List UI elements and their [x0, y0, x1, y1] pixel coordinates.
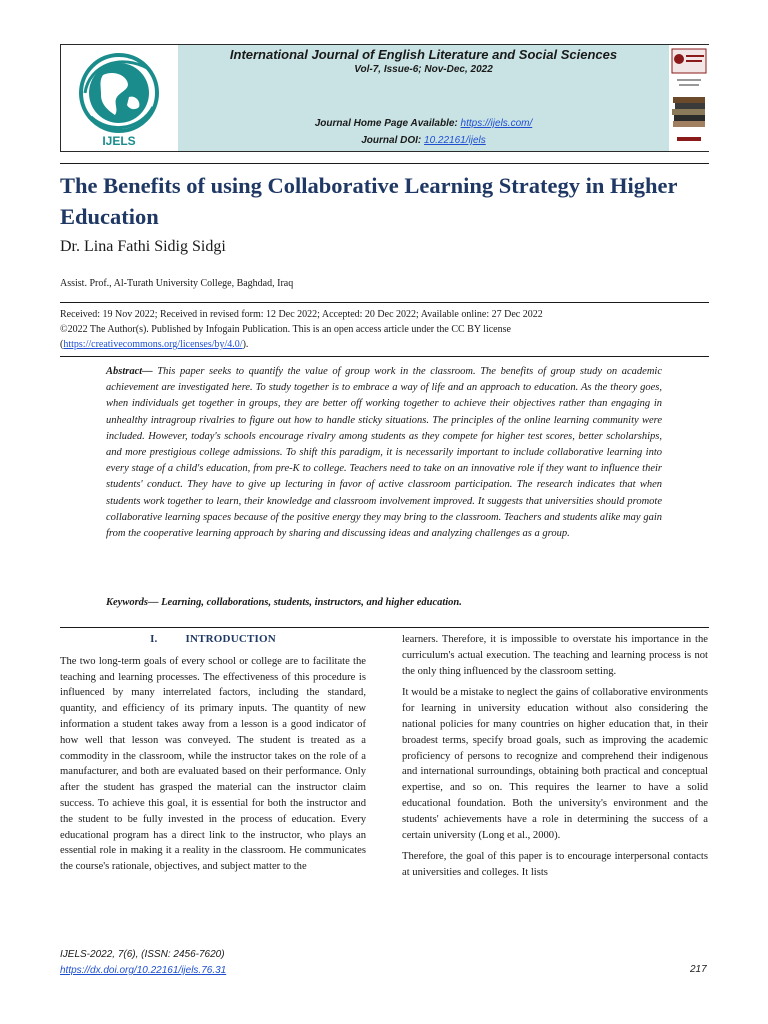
journal-volume: Vol-7, Issue-6; Nov-Dec, 2022: [354, 64, 493, 75]
publication-history: [60, 307, 710, 352]
paper-title: The Benefits of using Collaborative Learning Strategy in Higher Education: [60, 173, 678, 229]
logo-text: IJELS: [102, 134, 136, 148]
license-close-paren: ).: [242, 339, 249, 350]
abstract-top-divider: [60, 356, 709, 357]
abstract-text: This paper seeks to quantify the value of group work in the classroom. The benefits of group study on academic achievement are investigated here. To study together is to embrace a way of life and an approach to education. As the theory goes, when individuals get together in groups, they are better off working together to achieve their objectives rather than engaging in unhealthy intragroup rivalries to figure out how to handle sticky situations. The principles of the online learning community were included. However, today's schools encourage rivalry among students as they compete for higher test scores, better scholarships, and more prestigious college admissions. To shift this paradigm, it is necessarily important to include collaborative learning into every stage of a child's education, from pre-K to college. Teachers need to take on an innovative role if they want to influence their students' conduct. They have to give up lecturing in favor of active classroom participation. The research indicates that when students work together to learn, their knowledge and classroom involvement improved. It suggests that universities should promote collaborative learning spaces because of the positive energy they may bring to the classroom. Teachers and students alike may gain from the cooperative learning approach by sharing and discussing ideas and analyzing challenges as a group.: [106, 366, 662, 540]
homepage-link[interactable]: https://ijels.com/: [460, 118, 533, 129]
meta-divider: [60, 302, 709, 303]
journal-cover-image: [669, 45, 709, 151]
intro-paragraph-2: It would be a mistake to neglect the gains of collaborative environments for learning in university education without also considering the national policies for many countries on higher education that, in their broadest terms, specify broad goals, such as improving the academic proficiency of persons to recognize and comprehend their indigenous and international surroundings, obtaining both practical and conceptual expertise, and so on. This requires the learner to have a solid educational foundation. Both the university's environment and the students' achievements have a role in determining the success of a certain university (Long et al., 2000).: [402, 687, 708, 841]
footer-citation: [60, 947, 226, 979]
body-divider: [60, 627, 709, 628]
section-number: I.: [150, 633, 158, 645]
left-column: [60, 632, 366, 881]
globe-logo-icon: [61, 45, 178, 151]
doi-link[interactable]: 10.22161/ijels: [424, 135, 486, 146]
footer-doi-link[interactable]: https://dx.doi.org/10.22161/ijels.76.31: [60, 965, 227, 976]
doi-label: Journal DOI:: [361, 135, 425, 146]
homepage-label: Journal Home Page Available:: [314, 118, 461, 129]
page-number: 217: [690, 964, 707, 975]
intro-paragraph-3: Therefore, the goal of this paper is to encourage interpersonal contacts at universities and colleges. It lists: [402, 851, 708, 879]
keywords: Keywords— Learning, collaborations, students, instructors, and higher education.: [106, 597, 462, 608]
intro-paragraph-1: The two long-term goals of every school or college are to facilitate the teaching and learning processes. The effectiveness of this procedure is influenced by many interrelated factors, including the standard, quantity, and efficiency of its primary inputs. The quantity of new information a student takes away from a lesson is a good indicator of how well that lesson was conveyed. The student is treated as a commodity in the classroom, while the instructor takes on the role of a manufacturer, and both are evaluated based on their performance. Only after the student has grasped the material can the instructor claim success. To achieve this goal, it is essential for both the instructor and the student to be fully invested in the process of education. Every educational program has a direct link to the instructor, who plays an essential role in making it a reality in the classroom. He communicates the course's rationale, objectives, and subject matter to the: [60, 655, 366, 873]
author-name: Dr. Lina Fathi Sidig Sidgi: [60, 238, 226, 255]
section-heading-introduction: [60, 632, 366, 648]
section-title: INTRODUCTION: [185, 633, 276, 645]
abstract-label: Abstract—: [106, 366, 153, 377]
abstract: [106, 364, 662, 542]
footer-journal-issn: IJELS-2022, 7(6), (ISSN: 2456-7620): [60, 949, 225, 960]
journal-header: [60, 44, 709, 152]
journal-doi: [178, 135, 669, 146]
received-dates: Received: 19 Nov 2022; Received in revised form: 12 Dec 2022; Accepted: 20 Dec 2022; Available online: 27 Dec 2022: [60, 309, 543, 320]
journal-homepage: [178, 118, 669, 129]
license-open-paren: (: [60, 339, 64, 350]
header-divider: [60, 163, 709, 164]
intro-paragraph-1-continued: learners. Therefore, it is impossible to overstate his importance in the curriculum's actual execution. The teaching and learning process is not the only thing influenced by the classroom setting.: [402, 634, 708, 677]
license-url-line: [60, 337, 710, 352]
right-column: [402, 632, 708, 887]
license-statement: ©2022 The Author(s). Published by Infogain Publication. This is an open access article under the CC BY license: [60, 324, 511, 335]
journal-name: International Journal of English Literature and Social Sciences: [229, 47, 618, 62]
license-link[interactable]: https://creativecommons.org/licenses/by/4.0/: [63, 339, 243, 350]
book-stack-icon: [669, 45, 709, 151]
journal-logo: [61, 45, 178, 151]
author-affiliation: Assist. Prof., Al-Turath University College, Baghdad, Iraq: [60, 278, 294, 289]
journal-info-band: [178, 45, 669, 151]
